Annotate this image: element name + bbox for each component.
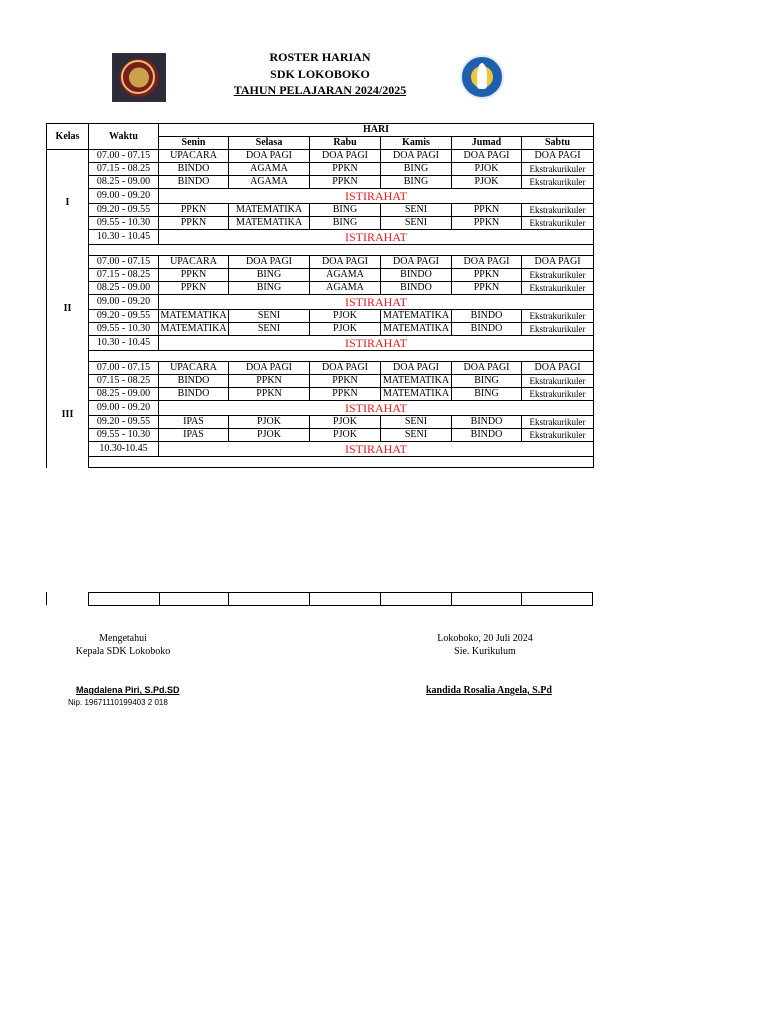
subject-cell: Ekstrakurikuler: [522, 282, 594, 295]
subject-cell: AGAMA: [229, 163, 310, 176]
time-cell: 09.20 - 09.55: [89, 310, 159, 323]
table-row: [47, 323, 594, 336]
subject-cell: BINDO: [452, 323, 522, 336]
subject-cell: PPKN: [159, 217, 229, 230]
subject-cell: PJOK: [310, 323, 381, 336]
table-row: [47, 256, 594, 269]
subject-cell: SENI: [229, 323, 310, 336]
subject-cell: DOA PAGI: [310, 362, 381, 375]
time-cell: 09.20 - 09.55: [89, 416, 159, 429]
subject-cell: PJOK: [229, 416, 310, 429]
subject-cell: BINDO: [381, 269, 452, 282]
subject-cell: BING: [381, 163, 452, 176]
subject-cell: PPKN: [310, 375, 381, 388]
subject-cell: PPKN: [452, 204, 522, 217]
title-line-1: ROSTER HARIAN: [269, 50, 371, 64]
subject-cell: Ekstrakurikuler: [522, 176, 594, 189]
subject-cell: MATEMATIKA: [160, 323, 227, 334]
time-cell: 08.25 - 09.00: [89, 176, 159, 189]
subject-cell: PPKN: [159, 204, 229, 217]
time-cell: 07.15 - 08.25: [89, 163, 159, 176]
subject-cell: DOA PAGI: [310, 150, 381, 163]
time-cell: 09.00 - 09.20: [89, 189, 159, 204]
subject-cell: AGAMA: [229, 176, 310, 189]
subject-cell: Ekstrakurikuler: [522, 310, 594, 323]
time-cell: 10.30-10.45: [89, 442, 159, 457]
subject-cell: DOA PAGI: [381, 256, 452, 269]
subject-cell: AGAMA: [310, 282, 381, 295]
separator-cell: [89, 351, 594, 362]
class-label: I: [47, 150, 89, 256]
subject-cell: BINDO: [452, 429, 522, 442]
table-row: [47, 401, 594, 416]
separator-row: [47, 351, 594, 362]
separator-row: [47, 245, 594, 256]
subject-cell: DOA PAGI: [522, 256, 594, 269]
header-hari: HARI: [159, 124, 594, 137]
subject-cell: DOA PAGI: [229, 256, 310, 269]
title-line-3: TAHUN PELAJARAN 2024/2025: [233, 83, 407, 97]
header-day: Sabtu: [522, 137, 594, 150]
time-cell: 07.15 - 08.25: [89, 269, 159, 282]
subject-cell: Ekstrakurikuler: [522, 388, 594, 401]
subject-cell: PPKN: [452, 282, 522, 295]
subject-cell: BING: [229, 282, 310, 295]
header-day: Jumad: [452, 137, 522, 150]
subject-cell: Ekstrakurikuler: [522, 204, 594, 217]
subject-cell: MATEMATIKA: [381, 310, 452, 323]
time-cell: 10.30 - 10.45: [89, 230, 159, 245]
subject-cell: SENI: [381, 429, 452, 442]
subject-cell: BINDO: [452, 416, 522, 429]
header-day: Senin: [159, 137, 229, 150]
subject-cell: AGAMA: [310, 269, 381, 282]
subject-cell: PPKN: [229, 388, 310, 401]
title-line-2: SDK LOKOBOKO: [270, 67, 370, 81]
subject-cell: PPKN: [452, 269, 522, 282]
table-row: [47, 269, 594, 282]
subject-cell: DOA PAGI: [452, 256, 522, 269]
time-cell: 10.30 - 10.45: [89, 336, 159, 351]
subject-cell: MATEMATIKA: [229, 217, 310, 230]
table-row: [47, 217, 594, 230]
header-waktu: Waktu: [89, 124, 159, 150]
break-cell: ISTIRAHAT: [159, 336, 594, 351]
table-row: [47, 204, 594, 217]
subject-cell: SENI: [381, 416, 452, 429]
table-row: [47, 310, 594, 323]
table-row: [47, 189, 594, 204]
time-cell: 09.00 - 09.20: [89, 295, 159, 310]
time-cell: 07.00 - 07.15: [89, 256, 159, 269]
break-cell: ISTIRAHAT: [159, 401, 594, 416]
time-cell: 09.55 - 10.30: [89, 429, 159, 442]
header-day: Rabu: [310, 137, 381, 150]
subject-cell: BING: [381, 176, 452, 189]
subject-cell: MATEMATIKA: [381, 323, 452, 336]
roster-table: [46, 123, 594, 468]
subject-cell: UPACARA: [159, 150, 229, 163]
table-row: [47, 150, 594, 163]
subject-cell: SENI: [381, 217, 452, 230]
separator-cell: [89, 457, 594, 468]
break-cell: ISTIRAHAT: [159, 189, 594, 204]
break-cell: ISTIRAHAT: [159, 295, 594, 310]
headmaster-title: Kepala SDK Lokoboko: [75, 646, 171, 657]
subject-cell: DOA PAGI: [229, 150, 310, 163]
subject-cell: Ekstrakurikuler: [522, 416, 594, 429]
subject-cell: DOA PAGI: [229, 362, 310, 375]
time-cell: 09.00 - 09.20: [89, 401, 159, 416]
subject-cell: SENI: [229, 310, 310, 323]
subject-cell: BING: [310, 204, 381, 217]
subject-cell: Ekstrakurikuler: [522, 217, 594, 230]
separator-row: [47, 457, 594, 468]
subject-cell: PPKN: [159, 282, 229, 295]
subject-cell: BINDO: [159, 163, 229, 176]
subject-cell: MATEMATIKA: [160, 310, 227, 321]
subject-cell: IPAS: [159, 429, 229, 442]
subject-cell: PJOK: [229, 429, 310, 442]
subject-cell: PPKN: [310, 163, 381, 176]
table-row: [47, 176, 594, 189]
curriculum-staff-name: kandida Rosalia Angela, S.Pd: [426, 685, 552, 696]
time-cell: 07.00 - 07.15: [89, 150, 159, 163]
subject-cell: PJOK: [310, 429, 381, 442]
subject-cell: MATEMATIKA: [229, 204, 310, 217]
table-row: [47, 295, 594, 310]
break-cell: ISTIRAHAT: [159, 442, 594, 457]
subject-cell: DOA PAGI: [452, 362, 522, 375]
subject-cell: PPKN: [452, 217, 522, 230]
subject-cell: PJOK: [310, 310, 381, 323]
table-row: [47, 388, 594, 401]
subject-cell: PJOK: [452, 176, 522, 189]
subject-cell: UPACARA: [159, 362, 229, 375]
subject-cell: UPACARA: [159, 256, 229, 269]
separator-cell: [89, 245, 594, 256]
subject-cell: BINDO: [381, 282, 452, 295]
time-cell: 09.55 - 10.30: [89, 217, 159, 230]
subject-cell: PPKN: [310, 176, 381, 189]
subject-cell: BING: [452, 388, 522, 401]
headmaster-name: Magdalena Piri, S.Pd.SD: [76, 685, 180, 695]
subject-cell: BINDO: [159, 176, 229, 189]
subject-cell: Ekstrakurikuler: [522, 269, 594, 282]
header-kelas: Kelas: [47, 124, 89, 150]
subject-cell: Ekstrakurikuler: [522, 375, 594, 388]
subject-cell: DOA PAGI: [452, 150, 522, 163]
subject-cell: BING: [310, 217, 381, 230]
table-row: [47, 282, 594, 295]
table-row: [47, 416, 594, 429]
subject-cell: PJOK: [310, 416, 381, 429]
subject-cell: Ekstrakurikuler: [522, 429, 594, 442]
subject-cell: DOA PAGI: [310, 256, 381, 269]
time-cell: 09.55 - 10.30: [89, 323, 159, 336]
table-row: [47, 362, 594, 375]
headmaster-nip: Nip. 19671110199403 2 018: [68, 698, 168, 707]
table-row: [47, 442, 594, 457]
subject-cell: BINDO: [159, 388, 229, 401]
table-row: [47, 230, 594, 245]
header-day: Kamis: [381, 137, 452, 150]
subject-cell: MATEMATIKA: [381, 375, 452, 388]
subject-cell: PPKN: [229, 375, 310, 388]
subject-cell: PJOK: [452, 163, 522, 176]
class-label: II: [47, 256, 89, 362]
subject-cell: MATEMATIKA: [381, 388, 452, 401]
subject-cell: PPKN: [310, 388, 381, 401]
ministry-logo: [460, 55, 504, 99]
time-cell: 09.20 - 09.55: [89, 204, 159, 217]
subject-cell: DOA PAGI: [381, 362, 452, 375]
subject-cell: IPAS: [159, 416, 229, 429]
empty-table-row: [46, 592, 593, 605]
subject-cell: BING: [452, 375, 522, 388]
subject-cell: DOA PAGI: [522, 362, 594, 375]
subject-cell: PPKN: [159, 269, 229, 282]
table-row: [47, 163, 594, 176]
curriculum-title: Sie. Kurikulum: [454, 646, 516, 657]
subject-cell: BING: [229, 269, 310, 282]
subject-cell: SENI: [381, 204, 452, 217]
place-date: Lokoboko, 20 Juli 2024: [437, 633, 533, 644]
approval-label: Mengetahui: [99, 633, 147, 644]
header-day: Selasa: [229, 137, 310, 150]
time-cell: 07.00 - 07.15: [89, 362, 159, 375]
time-cell: 08.25 - 09.00: [89, 282, 159, 295]
subject-cell: BINDO: [452, 310, 522, 323]
time-cell: 07.15 - 08.25: [89, 375, 159, 388]
subject-cell: DOA PAGI: [381, 150, 452, 163]
table-row: [47, 429, 594, 442]
table-row: [47, 375, 594, 388]
subject-cell: BINDO: [159, 375, 229, 388]
subject-cell: DOA PAGI: [522, 150, 594, 163]
class-label: III: [47, 362, 89, 468]
time-cell: 08.25 - 09.00: [89, 388, 159, 401]
subject-cell: Ekstrakurikuler: [522, 323, 594, 336]
subject-cell: Ekstrakurikuler: [522, 163, 594, 176]
table-row: [47, 336, 594, 351]
break-cell: ISTIRAHAT: [159, 230, 594, 245]
